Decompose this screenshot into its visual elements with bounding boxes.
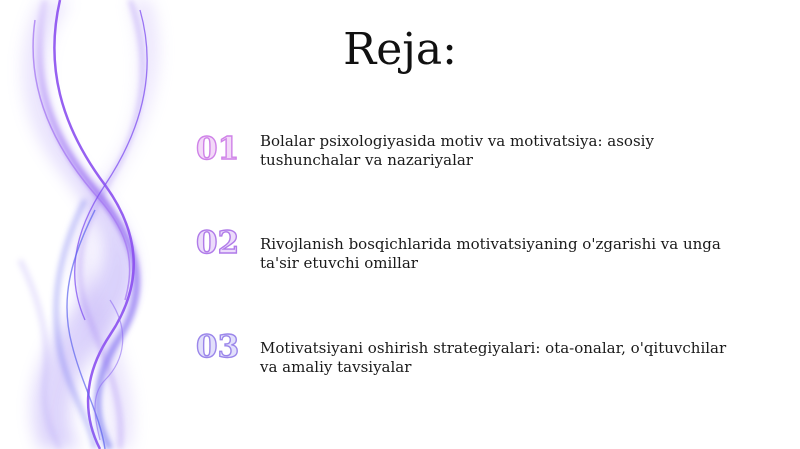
list-item-1 [196,132,756,192]
item-number: 01 [196,131,240,167]
item-text: Rivojlanish bosqichlarida motivatsiyaning o'zgarishi va unga ta'sir etuvchi omillar [260,235,721,272]
list-item-3 [196,330,756,390]
slide-title: Reja: [343,24,457,75]
item-text: Motivatsiyani oshirish strategiyalari: ota-onalar, o'qituvchilar va amaliy tavsiyalar [260,339,727,376]
purple-smoke-decoration [0,0,200,449]
item-text: Bolalar psixologiyasida motiv va motivatsiya: asosiy tushunchalar va nazariyalar [260,132,654,169]
list-item-2 [196,226,756,286]
item-number: 02 [196,225,240,261]
item-number: 03 [196,329,240,365]
